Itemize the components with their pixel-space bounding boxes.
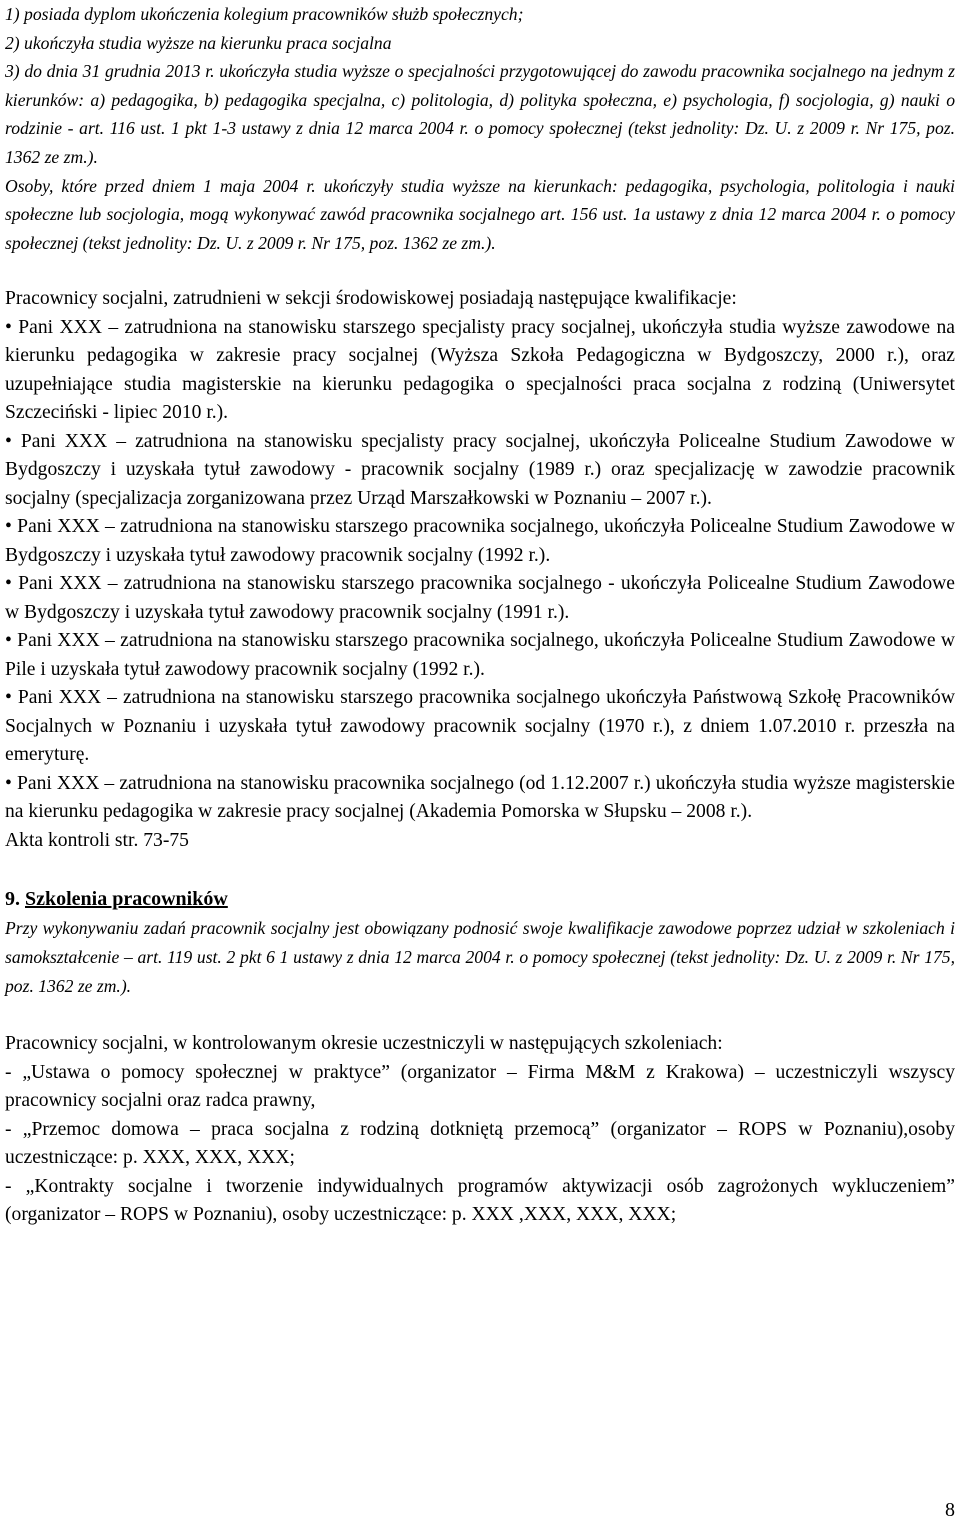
bullet-text: Pani XXX – zatrudniona na stanowisku specjalisty pracy socjalnej, ukończyła Policealne Studium Zawodowe w Bydgoszczy i uzyskała tytuł zawodowy - pracownik socjalny (1989 r.) oraz specjalizację w zawodzie pracownik socjalny (specjalizacja zorganizowana przez Urząd Marszałkowski w Poznaniu – 2007 r.). [5,430,955,509]
training-item: - „Przemoc domowa – praca socjalna z rodziną dotkniętą przemocą” (organizator – ROPS w Poznaniu),osoby uczestniczące: p. XXX, XXX, XXX; [5,1118,955,1169]
bullet-text: Pani XXX – zatrudniona na stanowisku starszego pracownika socjalnego, ukończyła Policealne Studium Zawodowe w Pile i uzyskała tytuł zawodowy pracownik socjalny (1992 r.). [5,630,955,680]
section-title: Szkolenia pracowników [25,888,228,911]
document-page [5,0,955,1230]
akta-reference: Akta kontroli str. 73-75 [5,829,189,851]
bullet-item [5,684,955,770]
requirement-3: 3) do dnia 31 grudnia 2013 r. ukończyła studia wyższe o specjalności przygotowującej do zawodu pracownika socjalnego na jednym z kierunków: a) pedagogika, b) pedagogika specjalna, c) politologia, d) polityka społeczna, e) psychologia, f) socjologia, g) nauki o rodzinie - art. 116 ust. 1 pkt 1-3 ustawy z dnia 12 marca 2004 r. o pomocy społecznej (tekst jednolity: Dz. U. z 2009 r. Nr 175, poz. 1362 ze zm.). [5,61,955,167]
spacer [5,1000,955,1030]
osoby-paragraph: Osoby, które przed dniem 1 maja 2004 r. ukończyły studia wyższe na kierunkach: pedagogika, psychologia, politologia i nauki społeczne lub socjologia, mogą wykonywać zawód pracownika socjalnego art. 156 ust. 1a ustawy z dnia 12 marca 2004 r. o pomocy społecznej (tekst jednolity: Dz. U. z 2009 r. Nr 175, poz. 1362 ze zm.). [5,175,955,253]
bullet-item [5,314,955,428]
requirement-2: 2) ukończyła studia wyższe na kierunku praca socjalna [5,32,392,53]
bullet-glyph: • [5,430,12,452]
requirement-1: 1) posiada dyplom ukończenia kolegium pracowników służb społecznych; [5,4,524,24]
training-legal-note: Przy wykonywaniu zadań pracownik socjalny jest obowiązany podnosić swoje kwalifikacje zawodowe poprzez udział w szkoleniach i samokształcenie – art. 119 ust. 2 pkt 6 1 ustawy z dnia 12 marca 2004 r. o pomocy społecznej (tekst jednolity: Dz. U. z 2009 r. Nr 175, poz. 1362 ze zm.). [5,918,955,996]
training-item: - „Ustawa o pomocy społecznej w praktyce” (organizator – Firma M&M z Krakowa) – uczestniczyli wszyscy pracownicy socjalni oraz radca prawny, [5,1061,955,1112]
bullet-text: Pani XXX – zatrudniona na stanowisku starszego pracownika socjalnego ukończyła Państwową Szkołę Pracowników Socjalnych w Poznaniu i uzyskała tytuł zawodowy pracownik socjalny (1970 r.), z dniem 1.07.2010 r. przeszła na emeryturę. [5,687,955,766]
spacer [5,257,955,285]
bullet-item [5,570,955,627]
bullet-text: Pani XXX – zatrudniona na stanowisku starszego pracownika socjalnego, ukończyła Policealne Studium Zawodowe w Bydgoszczy i uzyskała tytuł zawodowy pracownik socjalny (1992 r.). [5,516,955,566]
bullet-glyph: • [5,772,12,794]
bullet-text: Pani XXX – zatrudniona na stanowisku starszego pracownika socjalnego - ukończyła Policealne Studium Zawodowe w Bydgoszczy i uzyskała tytuł zawodowy pracownik socjalny (1991 r.). [5,573,956,623]
section-intro: Pracownicy socjalni, zatrudnieni w sekcji środowiskowej posiadają następujące kwalifikacje: [5,288,737,310]
training-intro: Pracownicy socjalni, w kontrolowanym okresie uczestniczyli w następujących szkoleniach: [5,1033,723,1055]
bullet-text: Pani XXX – zatrudniona na stanowisku starszego specjalisty pracy socjalnej, ukończyła studia wyższe zawodowe na kierunku pedagogika w zakresie pracy socjalnej (Wyższa Szkoła Pedagogiczna w Bydgoszczy, 2000 r.), oraz uzupełniające studia magisterskie na kierunku pedagogika o specjalności praca socjalna z rodziną (Uniwersytet Szczeciński - lipiec 2010 r.). [5,316,955,424]
bullet-glyph: • [5,687,12,709]
spacer [5,855,955,885]
section-heading [5,885,955,914]
bullet-item [5,627,955,684]
bullet-item [5,513,955,570]
bullet-glyph: • [5,516,12,538]
bullet-item [5,428,955,514]
bullet-glyph: • [5,316,12,338]
page-number: 8 [945,1499,955,1521]
bullet-item [5,770,955,827]
training-item: - „Kontrakty socjalne i tworzenie indywidualnych programów aktywizacji osób zagrożonych wykluczeniem” (organizator – ROPS w Poznaniu), osoby uczestniczące: p. XXX ,XXX, XXX, XXX; [5,1175,955,1226]
bullet-text: Pani XXX – zatrudniona na stanowisku pracownika socjalnego (od 1.12.2007 r.) ukończyła studia wyższe magisterskie na kierunku pedagogika w zakresie pracy socjalnej (Akademia Pomorska w Słupsku – 2008 r.). [5,772,955,823]
bullet-glyph: • [5,630,12,652]
section-number: 9. [5,888,20,911]
bullet-glyph: • [5,573,12,595]
